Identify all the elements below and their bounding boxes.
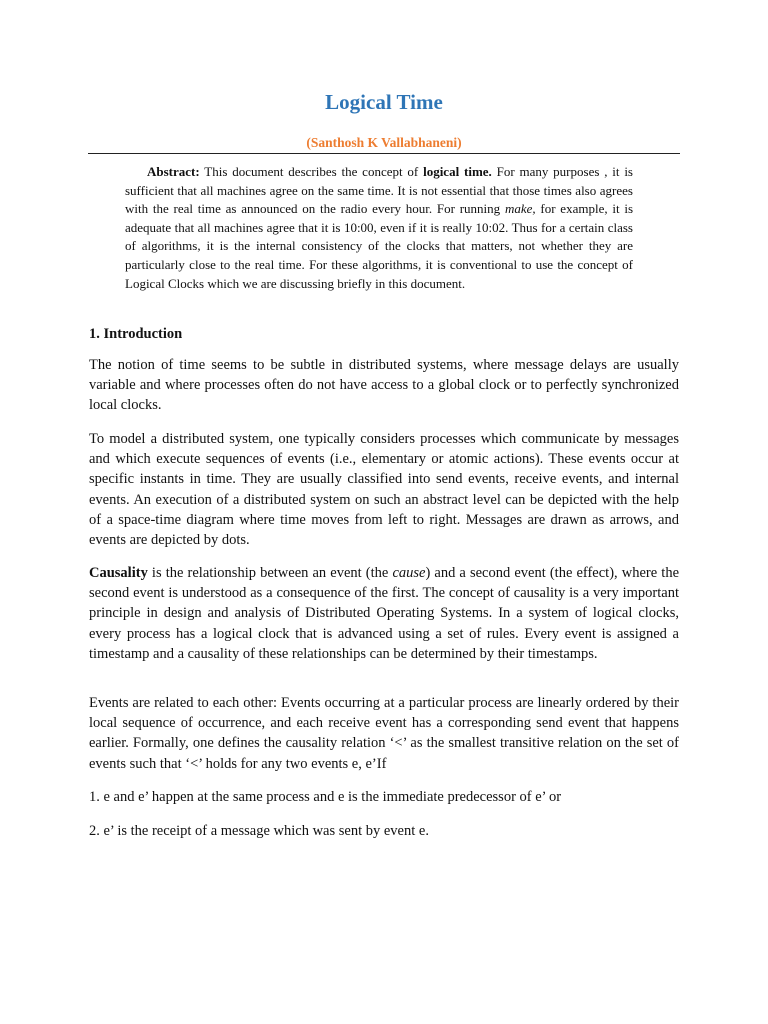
list-item: 2. e’ is the receipt of a message which was sent by event e.	[89, 823, 429, 839]
abstract-text-3: for example, it is adequate that all machines agree that it is 10:00, even if it is really 10:02. Thus for a certain class of algorithms, it is the internal consistency of the clocks that matters, not whether they are particularly close to the real time. For these algorithms, it is conventional to use the concept of Logical Clocks which we are discussing briefly in this document.	[125, 201, 634, 291]
causality-paragraph	[89, 563, 679, 664]
document-title: Logical Time	[325, 90, 443, 114]
causality-text-1: is the relationship between an event (the	[147, 565, 393, 581]
intro-paragraph-1: The notion of time seems to be subtle in distributed systems, where message delays are usually variable and where processes often do not have access to a global clock or to perfectly synchronized local clocks.	[89, 357, 679, 414]
abstract-text-2: For many purposes , it is sufficient that all machines agree on the same time. It is not essential that those times also agrees with the real time as announced on the radio every hour. For running	[125, 164, 633, 217]
abstract-text-1: This document describes the concept of	[199, 164, 424, 179]
causality-text-2: ) and a second event (the effect), where the second event is understood as a consequence of the first. The concept of causality is a very important principle in design and analysis of Distributed Operating Systems. In a system of logical clocks, every process has a logical clock that is advanced using a set of rules. Every event is assigned a timestamp and a causality of these relationships can be determined by their timestamps.	[89, 565, 680, 662]
abstract-italic-term: make,	[504, 201, 536, 217]
events-paragraph: Events are related to each other: Events occurring at a particular process are linearly ordered by their local sequence of occurrence, and each receive event has a corresponding send event that happens earlier. Formally, one defines the causality relation ‘<’ as the smallest transitive relation on the set of events such that ‘<’ holds for any two events e, e’If	[89, 695, 679, 772]
abstract-paragraph	[125, 163, 633, 293]
intro-paragraph-2: To model a distributed system, one typically considers processes which communicate by messages and which execute sequences of events (i.e., elementary or atomic actions). These events occur at specific instants in time. They are usually classified into send events, receive events, and internal events. An execution of a distributed system on such an abstract level can be depicted with the help of a space-time diagram where time moves from left to right. Messages are drawn as arrows, and events are depicted by dots.	[89, 431, 679, 549]
abstract-label: Abstract:	[147, 164, 200, 179]
document-author: (Santhosh K Vallabhaneni)	[306, 135, 462, 150]
abstract-bold-term: logical time.	[423, 164, 492, 179]
causality-term: Causality	[89, 565, 148, 581]
section-heading: 1. Introduction	[89, 326, 183, 342]
cause-term: cause	[392, 565, 426, 581]
title-divider	[88, 153, 680, 154]
list-item: 1. e and e’ happen at the same process and e is the immediate predecessor of e’ or	[89, 789, 562, 805]
